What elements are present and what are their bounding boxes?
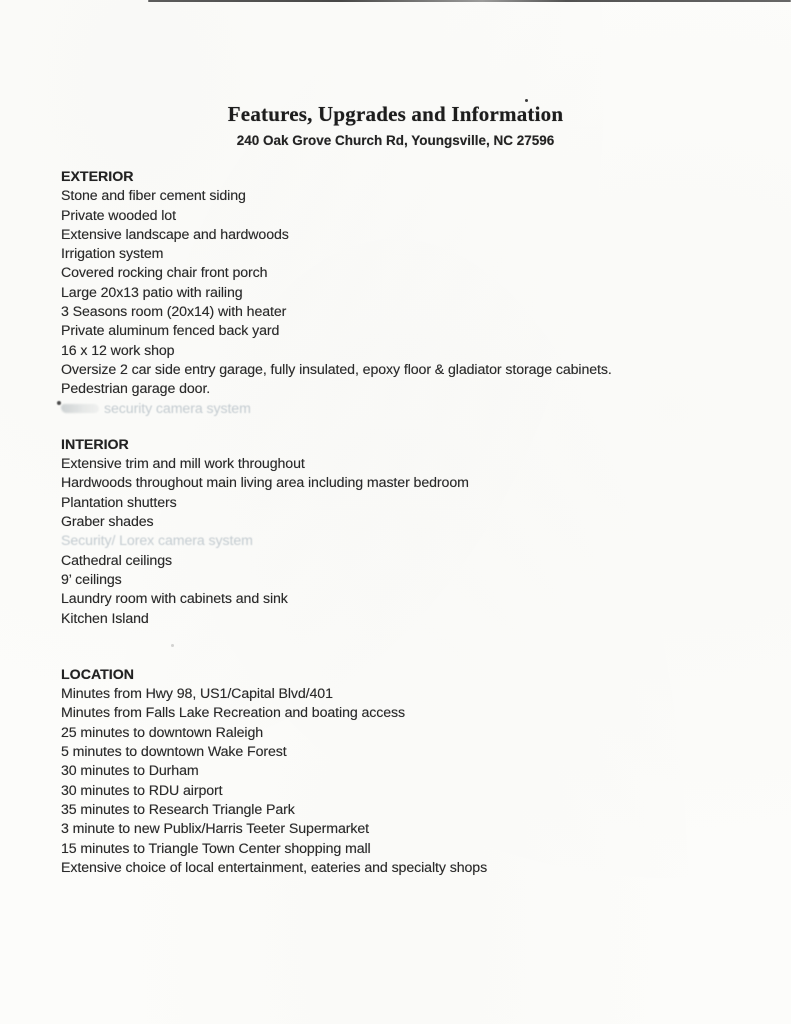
- feature-line: Stone and fiber cement siding: [61, 188, 246, 205]
- page-subtitle: 240 Oak Grove Church Rd, Youngsville, NC 27596: [236, 133, 555, 148]
- feature-line: 25 minutes to downtown Raleigh: [61, 724, 264, 741]
- feature-line: Extensive choice of local entertainment, eateries and specialty shops: [61, 859, 488, 876]
- feature-line: Covered rocking chair front porch: [61, 265, 268, 282]
- section-heading-interior: INTERIOR: [61, 436, 129, 453]
- feature-line: Private wooded lot: [61, 207, 176, 224]
- feature-line: Pedestrian garage door.: [61, 381, 211, 398]
- feature-sections: [0, 149, 791, 878]
- ink-speck: [525, 99, 528, 102]
- feature-line: Large 20x13 patio with railing: [61, 284, 243, 301]
- feature-line: Kitchen Island: [61, 610, 149, 627]
- feature-line: Extensive landscape and hardwoods: [61, 226, 289, 243]
- feature-line: Plantation shutters: [61, 494, 177, 511]
- feature-line: 30 minutes to RDU airport: [61, 782, 223, 799]
- feature-line: Laundry room with cabinets and sink: [61, 591, 288, 608]
- section-heading-location: LOCATION: [61, 666, 135, 683]
- feature-line: Graber shades: [61, 514, 154, 531]
- feature-line: Irrigation system: [61, 246, 164, 263]
- feature-line: Private aluminum fenced back yard: [61, 323, 280, 340]
- feature-line: 30 minutes to Durham: [61, 763, 199, 780]
- section-exterior: [61, 168, 751, 419]
- feature-line: Cathedral ceilings: [61, 552, 172, 569]
- feature-line: 35 minutes to Research Triangle Park: [61, 801, 295, 818]
- feature-line: Minutes from Falls Lake Recreation and boating access: [61, 705, 406, 722]
- paper-speck: [171, 644, 174, 647]
- feature-line: 15 minutes to Triangle Town Center shopping mall: [61, 840, 371, 857]
- feature-line: Extensive trim and mill work throughout: [61, 456, 305, 473]
- feature-line: Hardwoods throughout main living area including master bedroom: [61, 475, 469, 492]
- feature-line: 9’ ceilings: [61, 571, 122, 588]
- page-title: Features, Upgrades and Information: [227, 102, 564, 126]
- scan-artifact-top-edge-line: [148, 0, 791, 2]
- feature-line: 16 x 12 work shop: [61, 342, 175, 359]
- erased-feature-line: security camera system: [61, 400, 751, 419]
- section-heading-exterior: EXTERIOR: [61, 169, 134, 185]
- feature-line: 3 Seasons room (20x14) with heater: [61, 304, 287, 321]
- section-interior: [61, 436, 751, 629]
- section-location: [61, 666, 751, 878]
- eraser-smudge: [61, 404, 99, 413]
- feature-line: 5 minutes to downtown Wake Forest: [61, 744, 287, 761]
- erased-feature-line: Security/ Lorex camera system: [61, 533, 253, 550]
- feature-line: 3 minute to new Publix/Harris Teeter Supermarket: [61, 821, 369, 838]
- feature-line: Minutes from Hwy 98, US1/Capital Blvd/401: [61, 686, 333, 703]
- feature-line: Oversize 2 car side entry garage, fully insulated, epoxy floor & gladiator storage cabinets.: [61, 361, 612, 378]
